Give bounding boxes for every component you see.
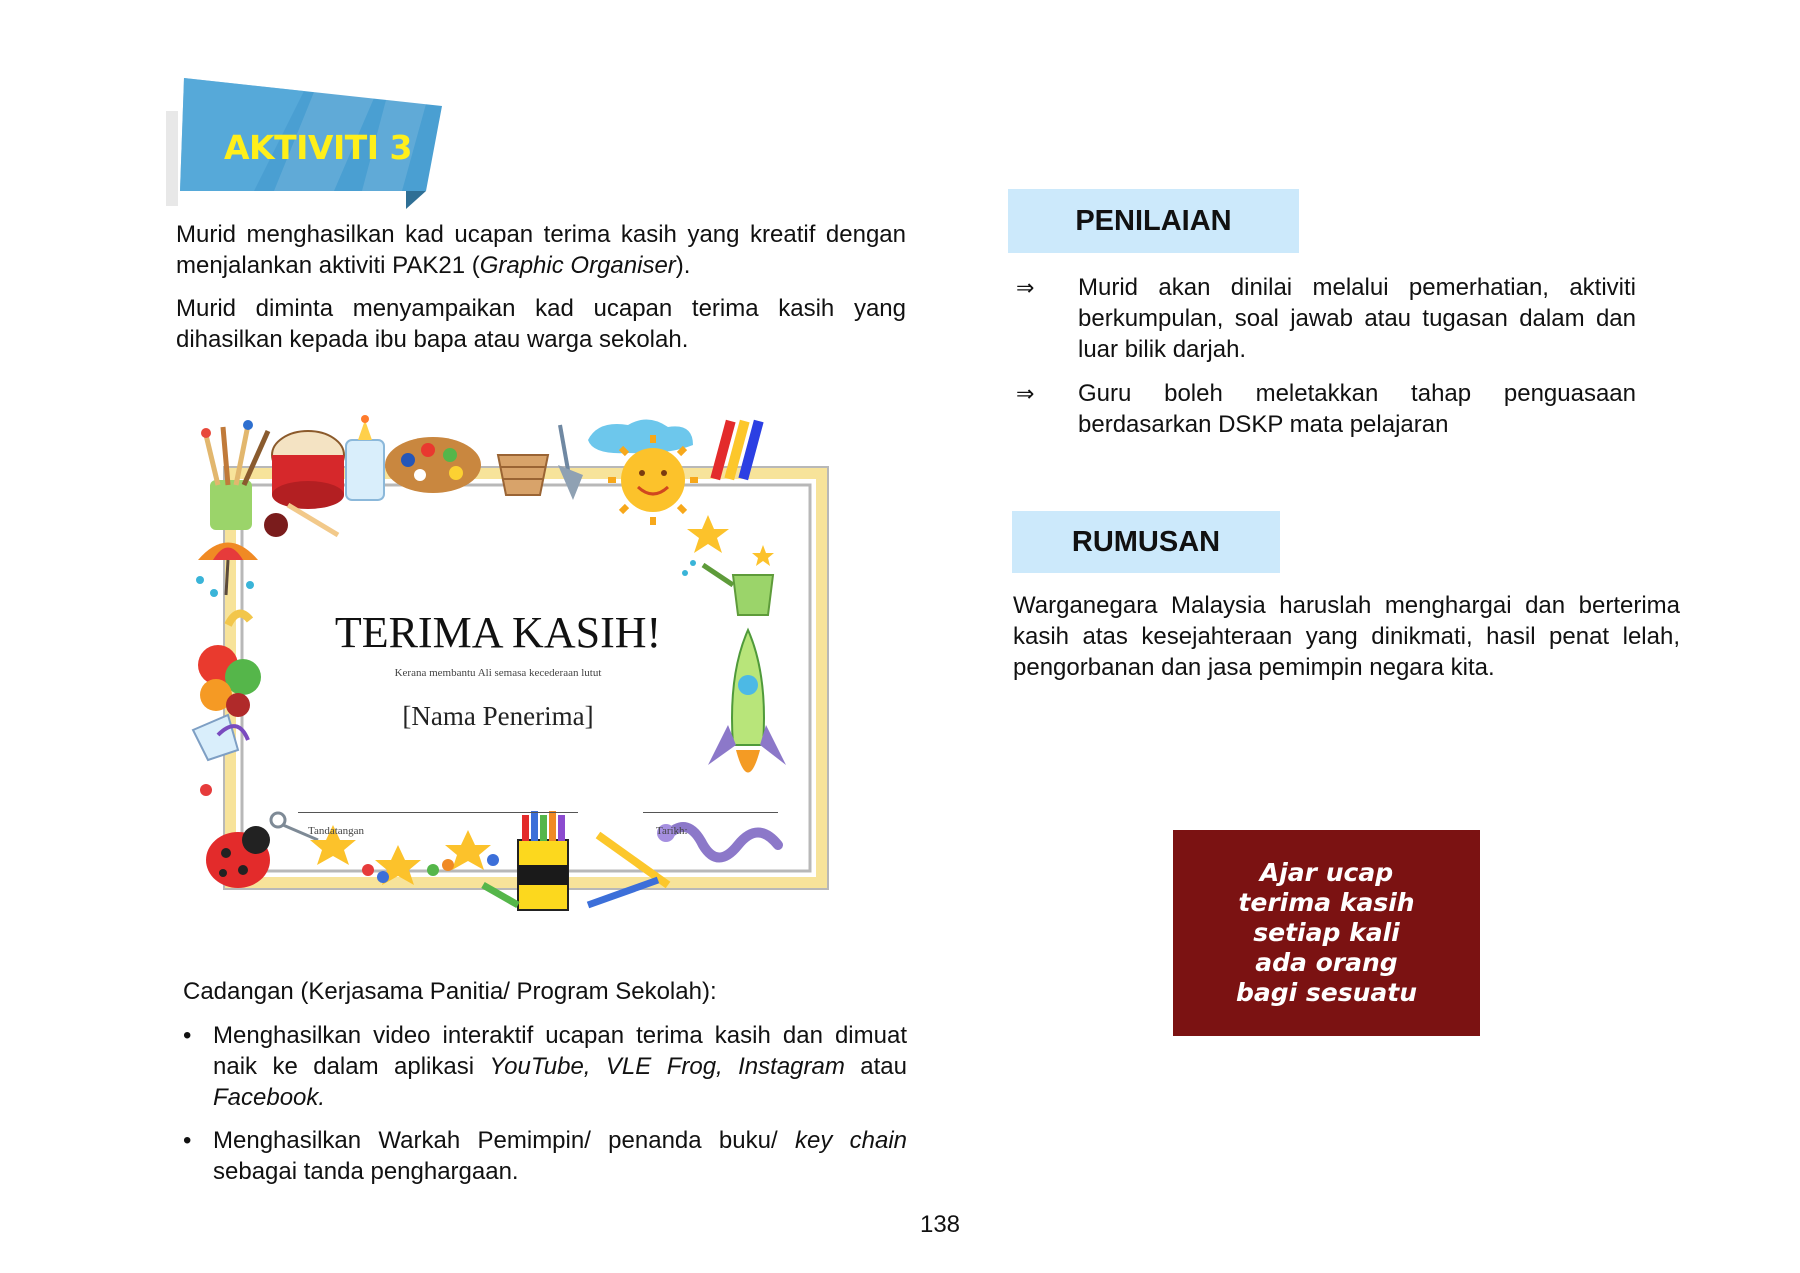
quote-line: setiap kali <box>1253 918 1400 947</box>
intro-text <box>176 219 906 367</box>
suggestion-item <box>183 1020 907 1113</box>
suggestion-1-app-last: Facebook. <box>213 1084 326 1111</box>
penilaian-list <box>1016 272 1636 453</box>
card-recipient: [Nama Penerima] <box>402 701 594 731</box>
quote-text <box>1212 858 1442 1008</box>
signature-label: Tandatangan <box>308 825 365 837</box>
page-number: 138 <box>919 1211 961 1238</box>
penilaian-heading: PENILAIAN <box>1075 204 1232 237</box>
suggestion-1-text: Menghasilkan video interaktif ucapan terima kasih dan dimuat naik ke dalam aplikasi <box>213 1022 907 1080</box>
suggestion-1-apps: YouTube, VLE Frog, Instagram <box>489 1053 845 1080</box>
card-subtitle: Kerana membantu Ali semasa kecederaan lutut <box>394 667 602 679</box>
suggestions-list <box>183 1020 907 1199</box>
suggestion-item <box>183 1125 907 1187</box>
quote-line: Ajar ucap <box>1259 858 1394 887</box>
penilaian-item <box>1016 272 1636 365</box>
suggestion-2-italic: key chain <box>794 1127 908 1154</box>
thank-you-card-image <box>188 415 883 935</box>
penilaian-heading-box <box>1008 189 1299 253</box>
card-title: TERIMA KASIH! <box>334 608 662 657</box>
penilaian-item-text: Murid akan dinilai melalui pemerhatian, aktiviti berkumpulan, soal jawab atau tugasan dalam dan luar bilik darjah. <box>1078 274 1636 363</box>
quote-line: ada orang <box>1255 948 1398 977</box>
signature-line <box>298 812 578 813</box>
quote-line: terima kasih <box>1238 888 1415 917</box>
suggestion-2-end: sebagai tanda penghargaan. <box>213 1158 519 1185</box>
suggestion-2-text: Menghasilkan Warkah Pemimpin/ penanda buku/ <box>213 1127 795 1154</box>
activity-banner <box>164 76 454 211</box>
rumusan-text: Warganegara Malaysia haruslah menghargai dan berterima kasih atas kesejahteraan yang dinikmati, hasil penat lelah, pengorbanan dan jasa pemimpin negara kita. <box>1013 592 1680 681</box>
double-arrow-icon: ⇒ <box>1016 382 1035 407</box>
quote-line: bagi sesuatu <box>1235 978 1418 1007</box>
penilaian-item-text: Guru boleh meletakkan tahap penguasaan berdasarkan DSKP mata pelajaran <box>1078 380 1636 438</box>
intro-paragraph-1 <box>176 219 906 281</box>
intro-p1-italic: Graphic Organiser <box>479 252 676 279</box>
intro-p1-end: ). <box>675 252 691 279</box>
date-label: Tarikh: <box>656 825 688 837</box>
intro-p1-text: Murid menghasilkan kad ucapan terima kasih yang kreatif dengan menjalankan aktiviti PAK21 ( <box>176 221 906 279</box>
date-line <box>643 812 778 813</box>
intro-paragraph-2: Murid diminta menyampaikan kad ucapan terima kasih yang dihasilkan kepada ibu bapa atau warga sekolah. <box>176 295 906 353</box>
suggestions-heading: Cadangan (Kerjasama Panitia/ Program Sekolah): <box>183 978 717 1005</box>
activity-title: AKTIVITI 3 <box>224 128 412 167</box>
suggestion-1-conj: atau <box>844 1053 907 1080</box>
penilaian-item <box>1016 378 1636 440</box>
rumusan-heading: RUMUSAN <box>1071 525 1221 558</box>
rumusan-heading-box <box>1012 511 1280 573</box>
double-arrow-icon: ⇒ <box>1016 276 1035 301</box>
quote-box <box>1173 830 1480 1036</box>
